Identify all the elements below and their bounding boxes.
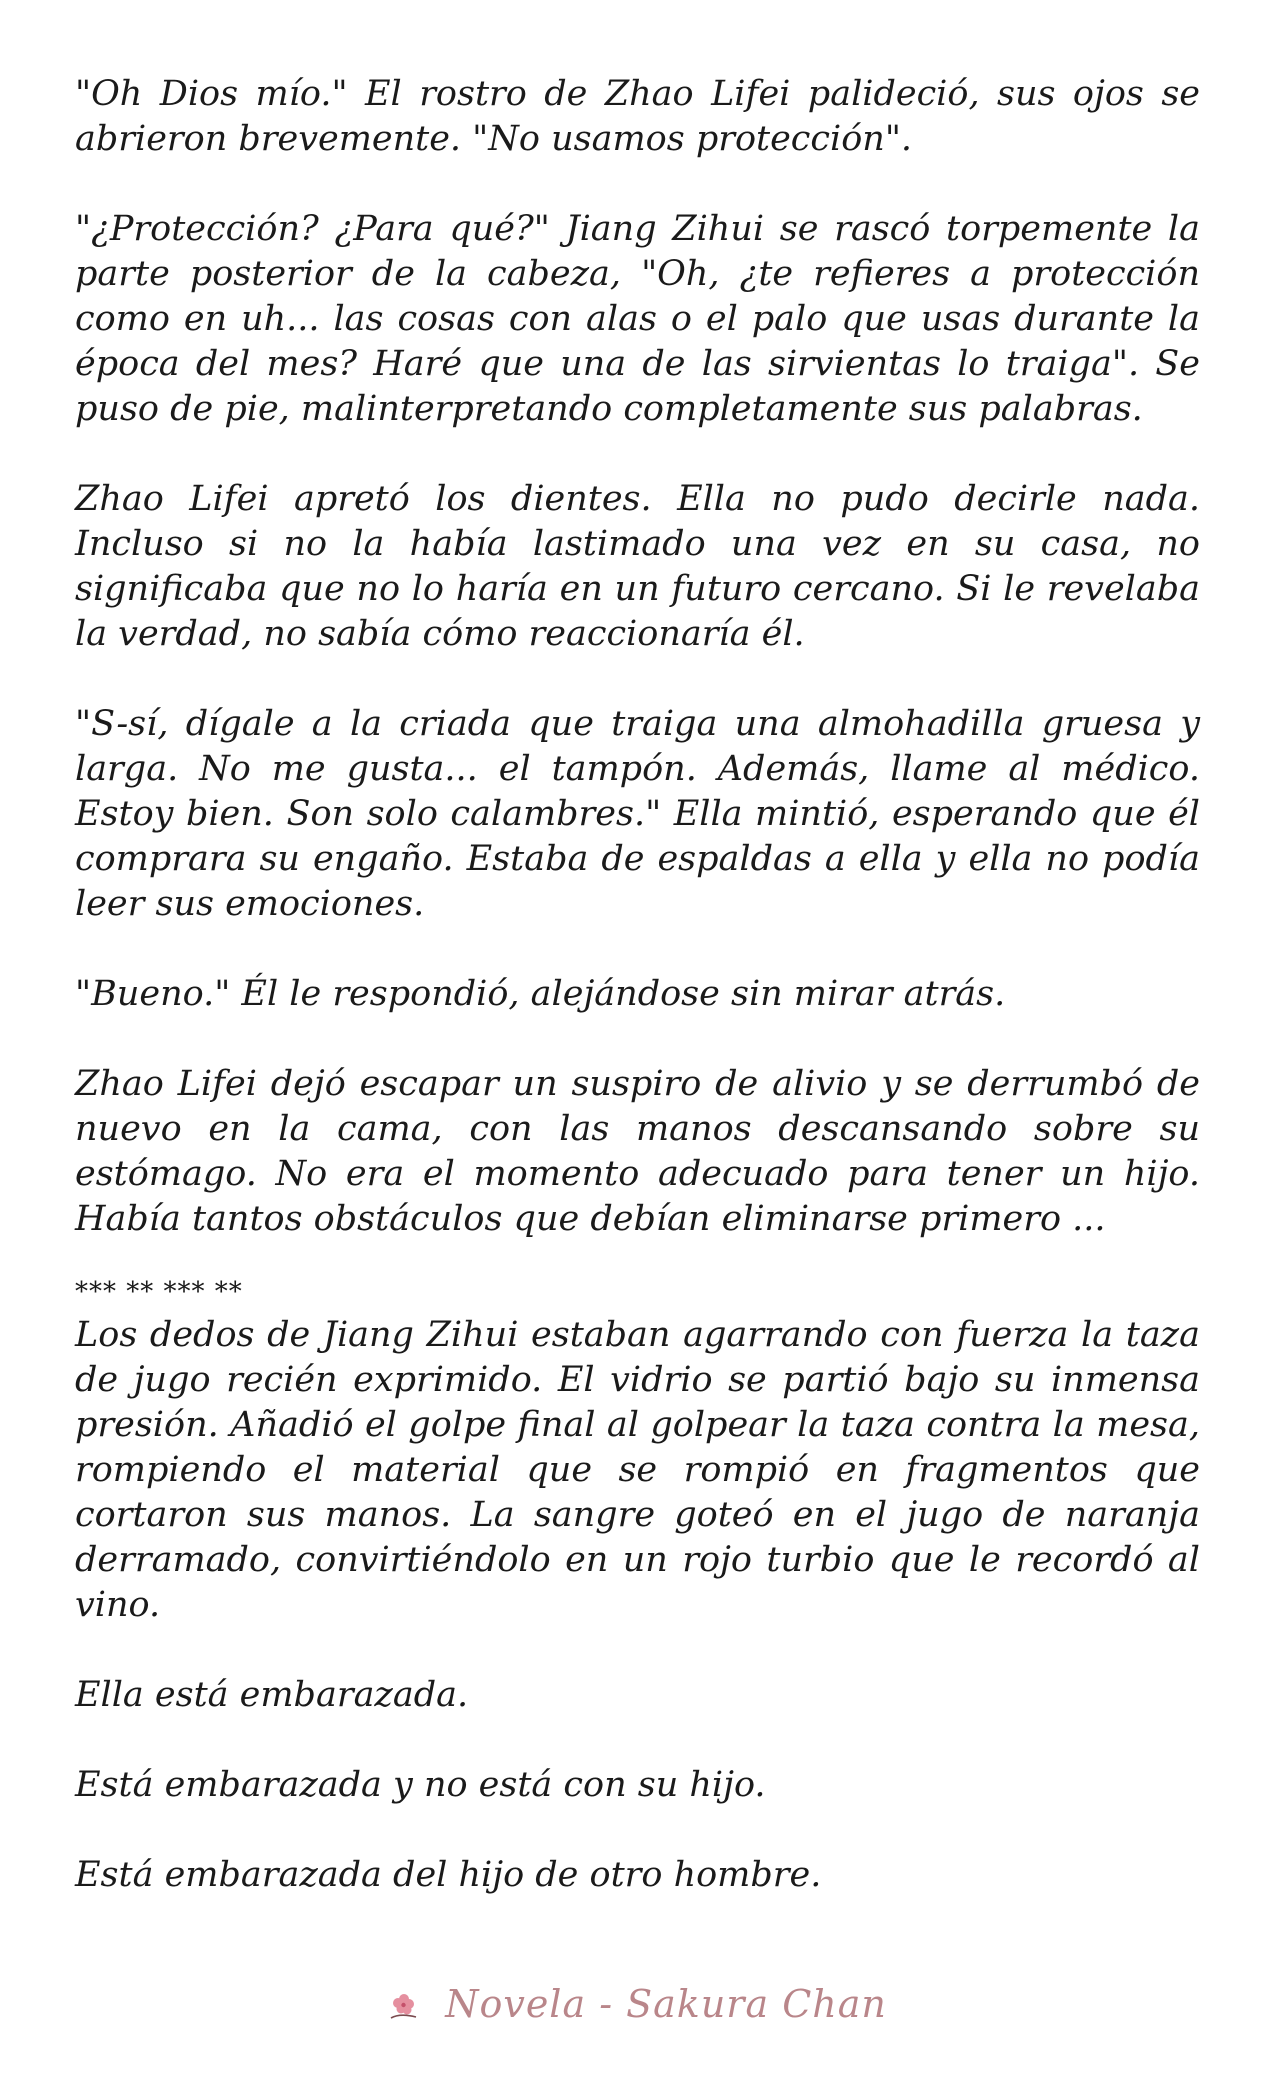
paragraph: Los dedos de Jiang Zihui estaban agarrando con fuerza la taza de jugo recién exprimido. El vidrio se partió bajo su inmensa presión. Añadió el golpe final al golpear la taza contra la mesa, rompiendo el material que se rompió en fragmentos que cortaron sus manos. La sangre goteó en el jugo de naranja derramado, convirtiéndolo en un rojo turbio que le recordó al vino. bbox=[75, 1315, 1200, 1625]
chapter-text bbox=[75, 72, 1200, 1943]
watermark bbox=[0, 1982, 1275, 2030]
paragraph: Ella está embarazada. bbox=[75, 1675, 469, 1715]
paragraph: "Oh Dios mío." El rostro de Zhao Lifei palideció, sus ojos se abrieron brevemente. "No usamos protección". bbox=[75, 74, 1200, 159]
sakura-blossom-icon bbox=[388, 1986, 422, 2030]
paragraph: "S-sí, dígale a la criada que traiga una almohadilla gruesa y larga. No me gusta... el tampón. Además, llame al médico. Estoy bien. Son solo calambres." Ella mintió, esperando que él comprara su engaño. Estaba de espaldas a ella y ella no podía leer sus emociones. bbox=[75, 704, 1200, 924]
paragraph: Zhao Lifei apretó los dientes. Ella no pudo decirle nada. Incluso si no la había lastimado una vez en su casa, no significaba que no lo haría en un futuro cercano. Si le revelaba la verdad, no sabía cómo reaccionaría él. bbox=[75, 479, 1200, 654]
paragraph: Está embarazada del hijo de otro hombre. bbox=[75, 1855, 822, 1895]
paragraph: Zhao Lifei dejó escapar un suspiro de alivio y se derrumbó de nuevo en la cama, con las manos descansando sobre su estómago. No era el momento adecuado para tener un hijo. Había tantos obstáculos que debían eliminarse primero ... bbox=[75, 1064, 1200, 1239]
paragraph: Está embarazada y no está con su hijo. bbox=[75, 1765, 766, 1805]
paragraph: "¿Protección? ¿Para qué?" Jiang Zihui se rascó torpemente la parte posterior de la cabeza, "Oh, ¿te refieres a protección como en uh... las cosas con alas o el palo que usas durante la época del mes? Haré que una de las sirvientas lo traiga". Se puso de pie, malinterpretando completamente sus palabras. bbox=[75, 209, 1200, 429]
scene-divider: *** ** *** ** bbox=[75, 1277, 243, 1307]
watermark-text: Novela - Sakura Chan bbox=[445, 1982, 887, 2026]
paragraph: "Bueno." Él le respondió, alejándose sin mirar atrás. bbox=[75, 974, 1006, 1014]
